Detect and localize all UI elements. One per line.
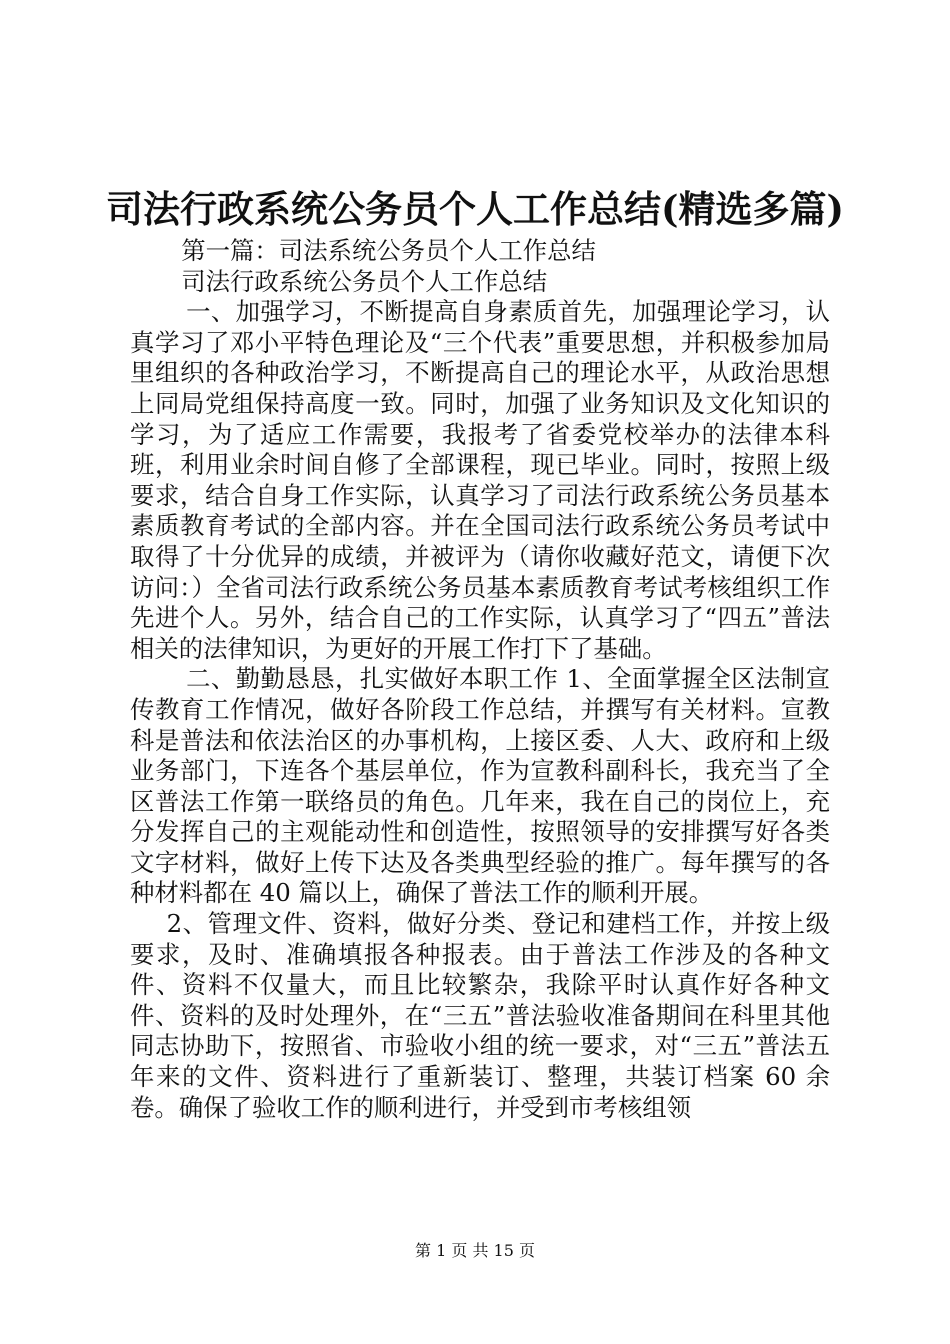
body-paragraph: 二、勤勤恳恳，扎实做好本职工作 1、全面掌握全区法制宣传教育工作情况，做好各阶段工作总结，并撰写有关材料。宣教科是普法和依法治区的办事机构，上接区委、人大、政府和上级业务部门，下连各个基层单位，作为宣教科副科长，我充当了全区普法工作第一联络员的角色。几年来，我在自己的岗位上，充分发挥自己的主观能动性和创造性，按照领导的安排撰写好各类文字材料，做好上传下达及各类典型经验的推广。每年撰写的各种材料都在 40 篇以上，确保了普法工作的顺利开展。 xyxy=(130,664,830,908)
chapter-heading: 第一篇：司法系统公务员个人工作总结 xyxy=(181,236,596,265)
body-paragraph: 2、管理文件、资料，做好分类、登记和建档工作，并按上级要求，及时、准确填报各种报表。由于普法工作涉及的各种文件、资料不仅量大，而且比较繁杂，我除平时认真作好各种文件、资料的及时处理外，在“三五”普法验收准备期间在科里其他同志协助下，按照省、市验收小组的统一要求，对“三五”普法五年来的文件、资料进行了重新装订、整理，共装订档案 60 余卷。确保了验收工作的顺利进行，并受到市考核组领 xyxy=(130,909,830,1122)
page-footer: 第 1 页 共 15 页 xyxy=(415,1241,535,1260)
section-title: 司法行政系统公务员个人工作总结 xyxy=(181,266,548,296)
document-title: 司法行政系统公务员个人工作总结(精选多篇) xyxy=(105,187,844,231)
body-paragraph: 一、加强学习，不断提高自身素质首先，加强理论学习，认真学习了邓小平特色理论及“三个代表”重要思想，并积极参加局里组织的各种政治学习，不断提高自己的理论水平，从政治思想上同局党组保持高度一致。同时，加强了业务知识及文化知识的学习，为了适应工作需要，我报考了省委党校举办的法律本科班，利用业余时间自修了全部课程，现已毕业。同时，按照上级要求，结合自身工作实际，认真学习了司法行政系统公务员基本素质教育考试的全部内容。并在全国司法行政系统公务员考试中取得了十分优异的成绩，并被评为（请你收藏好范文，请便下次访问：）全省司法行政系统公务员基本素质教育考试考核组织工作先进个人。另外，结合自己的工作实际，认真学习了“四五”普法相关的法律知识，为更好的开展工作打下了基础。 xyxy=(130,297,830,663)
document-body xyxy=(130,236,830,1123)
